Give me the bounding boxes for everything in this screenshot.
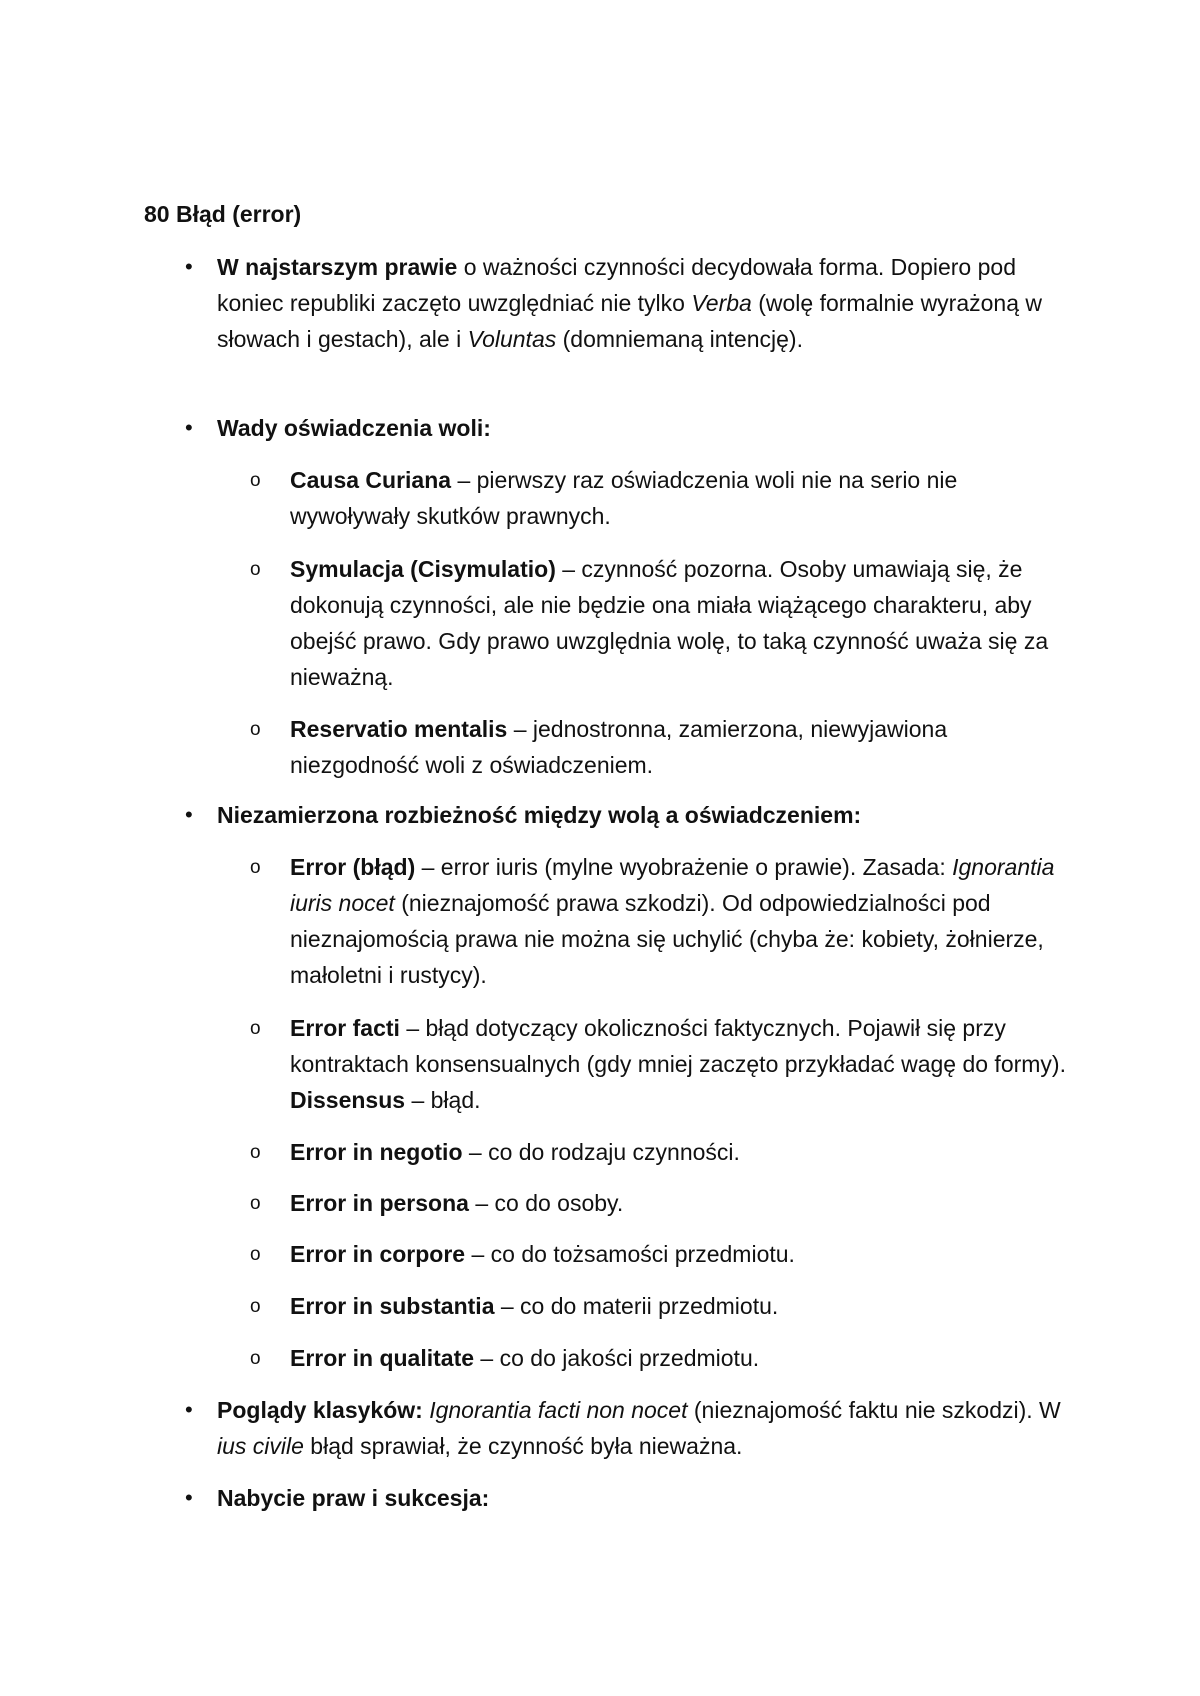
list-item: [185, 410, 1067, 446]
item-text: – co do osoby.: [468, 1190, 624, 1216]
circle-bullet-icon: o: [250, 857, 261, 878]
latin-term: Voluntas: [467, 326, 557, 352]
item-text: – co do rodzaju czynności.: [462, 1139, 740, 1165]
item-text: – czynność pozorna. Osoby umawiają się, że dokonują czynności, ale nie będzie ona miała wiążącego charakteru, aby obejść prawo. Gdy prawo uwzględnia wolę, to taką czynność uważa się za nieważną.: [290, 556, 1049, 690]
item-heading: Error in corpore: [290, 1241, 466, 1267]
list-item: [185, 797, 1067, 833]
sub-list-item: [250, 551, 1070, 695]
circle-bullet-icon: o: [250, 1142, 261, 1163]
bullet-icon: •: [185, 1397, 193, 1422]
page-title: 80 Błąd (error): [144, 201, 302, 227]
item-text: – błąd.: [405, 1087, 481, 1113]
circle-bullet-icon: o: [250, 470, 261, 491]
circle-bullet-icon: o: [250, 559, 261, 580]
sub-list-item: [250, 1134, 1070, 1170]
item-heading: Symulacja (Cisymulatio): [290, 556, 556, 582]
item-heading: Causa Curiana: [290, 467, 452, 493]
circle-bullet-icon: o: [250, 1193, 261, 1214]
circle-bullet-icon: o: [250, 719, 261, 740]
bullet-icon: •: [185, 254, 193, 279]
latin-term: Verba: [691, 290, 752, 316]
item-heading: Poglądy klasyków:: [217, 1397, 423, 1423]
item-text: – jednostronna, zamierzona, niewyjawiona niezgodność woli z oświadczeniem.: [290, 716, 948, 778]
sub-list-item: [250, 849, 1070, 993]
list-item: [185, 1392, 1067, 1464]
sub-list-item: [250, 711, 1070, 783]
item-heading: Error (błąd): [290, 854, 416, 880]
bullet-icon: •: [185, 415, 193, 440]
item-heading: Niezamierzona rozbieżność między wolą a oświadczeniem:: [217, 802, 862, 828]
item-heading: Error in substantia: [290, 1293, 495, 1319]
item-text: (nieznajomość prawa szkodzi). Od odpowiedzialności pod nieznajomością prawa nie można się uchylić (chyba że: kobiety, żołnierze, małoletni i rustycy).: [290, 890, 1044, 988]
latin-term: Ignorantia facti non nocet: [429, 1397, 688, 1423]
bullet-icon: •: [185, 802, 193, 827]
item-heading: W najstarszym prawie: [217, 254, 458, 280]
item-text: (wolę formalnie wyrażoną w słowach i gestach), ale i: [217, 290, 1043, 352]
latin-term: ius civile: [217, 1433, 304, 1459]
sub-list-item: [250, 1010, 1070, 1118]
item-heading: Dissensus: [290, 1087, 406, 1113]
item-text: (nieznajomość faktu nie szkodzi). W: [687, 1397, 1061, 1423]
item-text: – błąd dotyczący okoliczności faktycznych. Pojawił się przy kontraktach konsensualnych (gdy mniej zaczęto przykładać wagę do formy).: [290, 1015, 1066, 1077]
sub-list-item: [250, 1185, 1070, 1221]
sub-list-item: [250, 462, 1070, 534]
item-text: – co do tożsamości przedmiotu.: [465, 1241, 795, 1267]
item-text: – error iuris (mylne wyobrażenie o prawie). Zasada:: [415, 854, 953, 880]
item-text: – co do jakości przedmiotu.: [474, 1345, 760, 1371]
circle-bullet-icon: o: [250, 1018, 261, 1039]
circle-bullet-icon: o: [250, 1348, 261, 1369]
item-heading: Nabycie praw i sukcesja:: [217, 1485, 490, 1511]
sub-list-item: [250, 1288, 1070, 1324]
circle-bullet-icon: o: [250, 1296, 261, 1317]
sub-list-item: [250, 1236, 1070, 1272]
item-heading: Error in negotio: [290, 1139, 463, 1165]
item-heading: Wady oświadczenia woli:: [217, 415, 491, 441]
latin-term: Ignorantia iuris nocet: [290, 854, 1055, 916]
item-heading: Error facti: [290, 1015, 400, 1041]
item-text: – pierwszy raz oświadczenia woli nie na serio nie wywoływały skutków prawnych.: [290, 467, 958, 529]
item-text: błąd sprawiał, że czynność była nieważna.: [303, 1433, 743, 1459]
bullet-icon: •: [185, 1485, 193, 1510]
circle-bullet-icon: o: [250, 1244, 261, 1265]
list-item: [185, 249, 1067, 357]
item-text: – co do materii przedmiotu.: [494, 1293, 779, 1319]
sub-list-item: [250, 1340, 1070, 1376]
item-heading: Error in qualitate: [290, 1345, 475, 1371]
item-text: (domniemaną intencję).: [556, 326, 803, 352]
item-heading: Reservatio mentalis: [290, 716, 508, 742]
item-heading: Error in persona: [290, 1190, 469, 1216]
list-item: [185, 1480, 1067, 1516]
item-text: o ważności czynności decydowała forma. Dopiero pod koniec republiki zaczęto uwzględniać nie tylko: [217, 254, 1016, 316]
